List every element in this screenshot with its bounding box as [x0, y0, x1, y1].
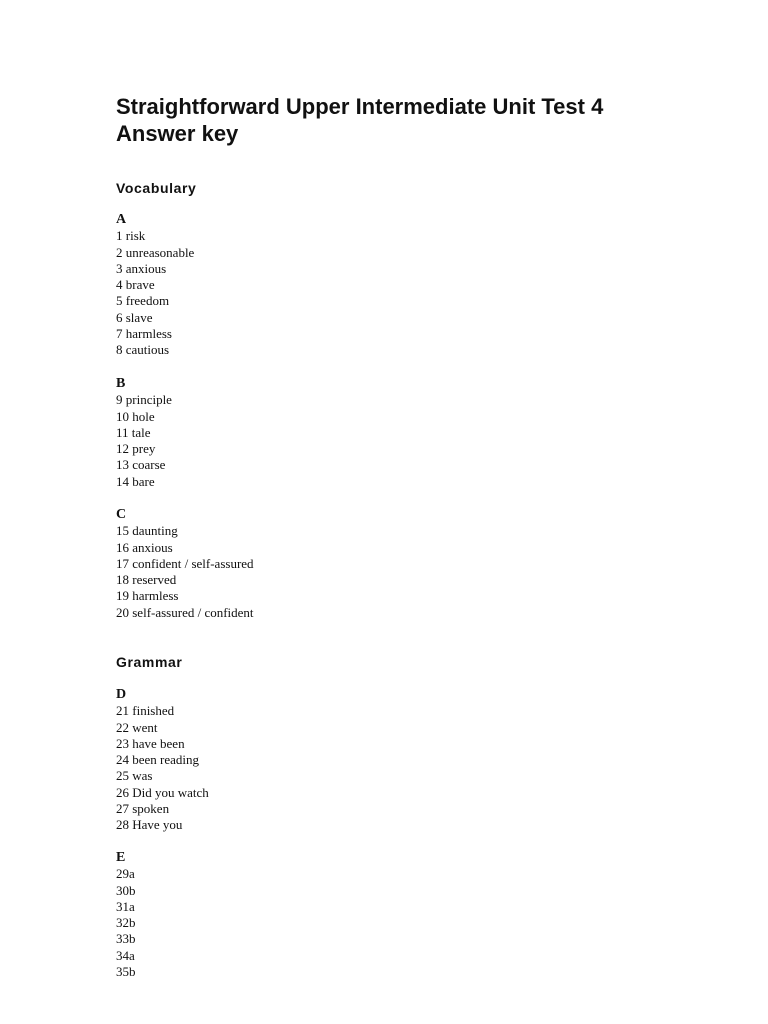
answer-item: 28 Have you	[116, 817, 183, 833]
section-letter: D	[116, 687, 127, 702]
section-letter: A	[116, 212, 127, 227]
answer-item: 33b	[116, 931, 136, 947]
answer-item: 21 finished	[116, 703, 175, 719]
answer-item: 11 tale	[116, 424, 151, 440]
answer-item: 30b	[116, 882, 136, 898]
answer-item: 15 daunting	[116, 523, 178, 539]
section-letter: E	[116, 850, 126, 865]
answer-item: 14 bare	[116, 473, 155, 489]
answer-item: 7 harmless	[116, 326, 172, 342]
answer-item: 17 confident / self-assured	[116, 555, 254, 571]
answer-item: 16 anxious	[116, 539, 173, 555]
section-a	[116, 212, 194, 359]
section-letter: C	[116, 507, 127, 522]
answer-item: 8 cautious	[116, 342, 170, 358]
answer-item: 6 slave	[116, 309, 153, 325]
answer-item: 25 was	[116, 768, 153, 784]
vocabulary-heading: Vocabulary	[116, 180, 197, 196]
section-d	[116, 687, 209, 834]
answer-item: 23 have been	[116, 735, 185, 751]
answer-item: 31a	[116, 898, 135, 914]
section-letter: B	[116, 376, 126, 391]
section-e	[116, 850, 136, 980]
answer-item: 27 spoken	[116, 801, 170, 817]
answer-item: 5 freedom	[116, 293, 170, 309]
answer-item: 29a	[116, 866, 135, 882]
title-line-2: Answer key	[116, 121, 239, 146]
answer-item: 24 been reading	[116, 752, 200, 768]
answer-item: 4 brave	[116, 277, 155, 293]
answer-item: 13 coarse	[116, 457, 166, 473]
answer-item: 20 self-assured / confident	[116, 604, 254, 620]
section-b	[116, 376, 172, 490]
answer-item: 9 principle	[116, 392, 172, 408]
answer-item: 2 unreasonable	[116, 244, 195, 260]
answer-item: 19 harmless	[116, 588, 179, 604]
answer-item: 34a	[116, 947, 135, 963]
answer-item: 26 Did you watch	[116, 784, 209, 800]
answer-item: 18 reserved	[116, 572, 177, 588]
title-line-1: Straightforward Upper Intermediate Unit Test 4	[116, 94, 604, 119]
page-title	[116, 93, 603, 147]
answer-item: 1 risk	[116, 228, 146, 244]
answer-item: 22 went	[116, 719, 158, 735]
section-c	[116, 507, 254, 621]
answer-item: 3 anxious	[116, 260, 167, 276]
grammar-heading: Grammar	[116, 654, 183, 670]
answer-item: 35b	[116, 964, 136, 980]
answer-item: 32b	[116, 915, 136, 931]
answer-item: 10 hole	[116, 408, 155, 424]
answer-item: 12 prey	[116, 441, 156, 457]
